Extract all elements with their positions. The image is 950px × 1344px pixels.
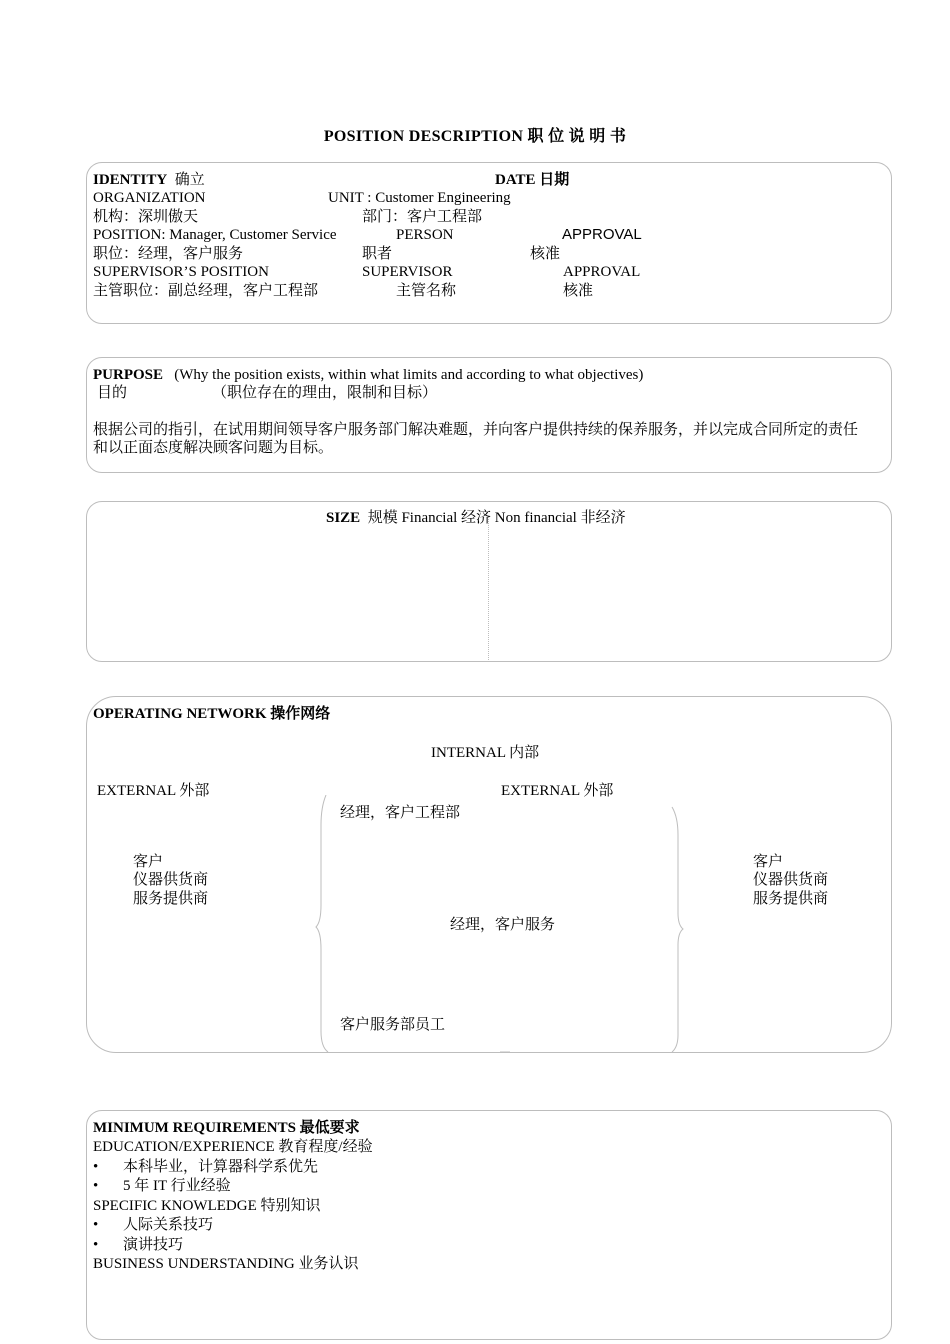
list-item	[93, 1158, 318, 1176]
purpose-subtitle: (Why the position exists, within what limits and according to what objectives)	[174, 367, 644, 383]
external-left-label: EXTERNAL 外部	[97, 783, 210, 799]
unit-label: UNIT : Customer Engineering	[328, 190, 511, 206]
bullet-icon: •	[93, 1178, 99, 1194]
network-heading: OPERATING NETWORK 操作网络	[93, 706, 331, 722]
supervisor-position-cn: 主管职位：副总经理，客户工程部	[93, 283, 319, 299]
internal-label: INTERNAL 内部	[431, 745, 540, 761]
supervisor-position-label: SUPERVISOR’S POSITION	[93, 264, 269, 280]
size-divider	[488, 516, 489, 660]
knowledge-label: SPECIFIC KNOWLEDGE 特别知识	[93, 1198, 321, 1214]
education-item: 本科毕业，计算器科学系优先	[123, 1159, 319, 1175]
size-heading-rest: 规模 Financial 经济 Non financial 非经济	[367, 510, 626, 526]
position-cn: 职位：经理，客户服务	[93, 246, 244, 262]
education-item: 5 年 IT 行业经验	[123, 1178, 231, 1194]
approval-cn-2: 核准	[563, 283, 594, 299]
external-left-item: 仪器供货商	[133, 872, 209, 888]
list-item	[93, 1216, 213, 1234]
purpose-subtitle-cn: （职位存在的理由，限制和目标）	[212, 385, 438, 401]
external-right-label: EXTERNAL 外部	[501, 783, 614, 799]
bullet-icon: •	[93, 1159, 99, 1175]
identity-heading	[93, 171, 205, 189]
person-cn: 职者	[362, 246, 393, 262]
knowledge-item: 演讲技巧	[123, 1237, 184, 1253]
size-heading	[326, 509, 626, 527]
internal-middle: 经理，客户服务	[450, 917, 556, 933]
supervisor-label: SUPERVISOR	[362, 264, 453, 280]
approval-label-1: APPROVAL	[562, 226, 642, 243]
external-left-item: 客户	[133, 854, 164, 870]
page-title: POSITION DESCRIPTION 职 位 说 明 书	[323, 128, 627, 145]
purpose-text-line1: 根据公司的指引，在试用期间领导客户服务部门解决难题，并向客户提供持续的保养服务，并以完成合同所定的责任	[93, 422, 859, 438]
approval-label-2: APPROVAL	[563, 264, 641, 280]
organization-label: ORGANIZATION	[93, 190, 206, 206]
external-left-item: 服务提供商	[133, 891, 209, 907]
supervisor-cn: 主管名称	[396, 283, 457, 299]
bullet-icon: •	[93, 1217, 99, 1233]
approval-cn-1: 核准	[530, 246, 561, 262]
person-label: PERSON	[396, 227, 454, 243]
purpose-text-line2: 和以正面态度解决顾客问题为目标。	[93, 440, 334, 456]
date-label: DATE 日期	[495, 172, 570, 188]
internal-bottom: 客户服务部员工	[340, 1017, 446, 1033]
identity-heading-cn: 确立	[174, 172, 205, 188]
external-right-item: 客户	[753, 854, 784, 870]
business-label: BUSINESS UNDERSTANDING 业务认识	[93, 1256, 359, 1272]
requirements-heading: MINIMUM REQUIREMENTS 最低要求	[93, 1120, 360, 1136]
organization-cn: 机构：深圳傲天	[93, 209, 199, 225]
list-item	[93, 1236, 183, 1254]
position-label: POSITION: Manager, Customer Service	[93, 227, 337, 243]
bullet-icon: •	[93, 1237, 99, 1253]
external-right-item: 仪器供货商	[753, 872, 829, 888]
education-label: EDUCATION/EXPERIENCE 教育程度/经验	[93, 1139, 373, 1155]
identity-heading-label: IDENTITY	[93, 172, 168, 188]
knowledge-item: 人际关系技巧	[123, 1217, 214, 1233]
size-heading-label: SIZE	[326, 510, 361, 526]
purpose-heading-cn: 目的	[97, 385, 128, 401]
external-right-item: 服务提供商	[753, 891, 829, 907]
purpose-heading-label: PURPOSE	[93, 367, 164, 383]
list-item	[93, 1177, 231, 1195]
internal-top: 经理，客户工程部	[340, 805, 461, 821]
purpose-heading	[93, 366, 643, 384]
unit-cn: 部门：客户工程部	[362, 209, 483, 225]
